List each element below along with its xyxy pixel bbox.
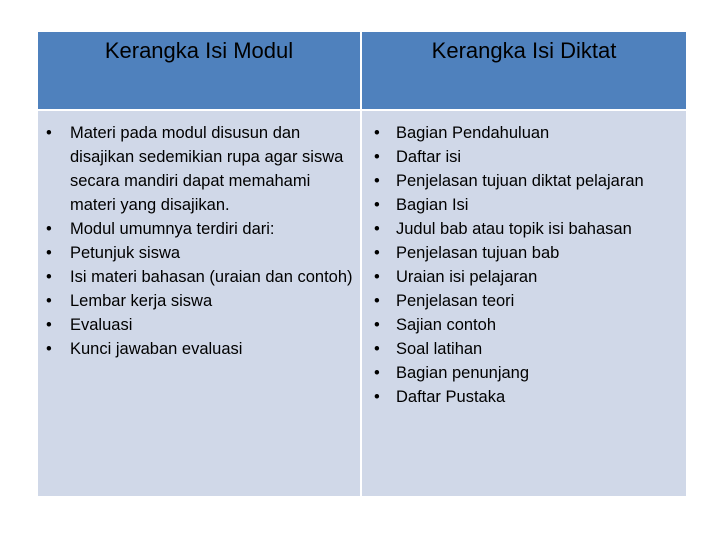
list-item: • Isi materi bahasan (uraian dan contoh) [42, 265, 358, 289]
list-item: • Lembar kerja siswa [42, 289, 358, 313]
list-item: • Modul umumnya terdiri dari: [42, 217, 358, 241]
list-item: • Bagian Isi [366, 193, 684, 217]
list-item: • Daftar isi [366, 145, 684, 169]
list-item: • Penjelasan teori [366, 289, 684, 313]
list-item: • Judul bab atau topik isi bahasan [366, 217, 684, 241]
header-row [38, 32, 686, 109]
list-item: • Bagian penunjang [366, 361, 684, 385]
list-item: • Bagian Pendahuluan [366, 121, 684, 145]
list-item: • Sajian contoh [366, 313, 684, 337]
list-item: • Kunci jawaban evaluasi [42, 337, 358, 361]
list-item: • Evaluasi [42, 313, 358, 337]
modul-content-cell [38, 111, 360, 496]
list-item: • Soal latihan [366, 337, 684, 361]
diktat-list [366, 121, 684, 409]
list-item: • Penjelasan tujuan bab [366, 241, 684, 265]
list-item: • Uraian isi pelajaran [366, 265, 684, 289]
header-modul: Kerangka Isi Modul [38, 32, 360, 109]
diktat-content-cell [362, 111, 686, 496]
list-item: • Petunjuk siswa [42, 241, 358, 265]
list-item: • Daftar Pustaka [366, 385, 684, 409]
comparison-table [36, 30, 688, 498]
header-diktat: Kerangka Isi Diktat [362, 32, 686, 109]
modul-list [42, 121, 358, 361]
list-item: • Materi pada modul disusun dan disajikan sedemikian rupa agar siswa secara mandiri dapat memahami materi yang disajikan. [42, 121, 358, 217]
list-item: • Penjelasan tujuan diktat pelajaran [366, 169, 684, 193]
body-row [38, 111, 686, 496]
